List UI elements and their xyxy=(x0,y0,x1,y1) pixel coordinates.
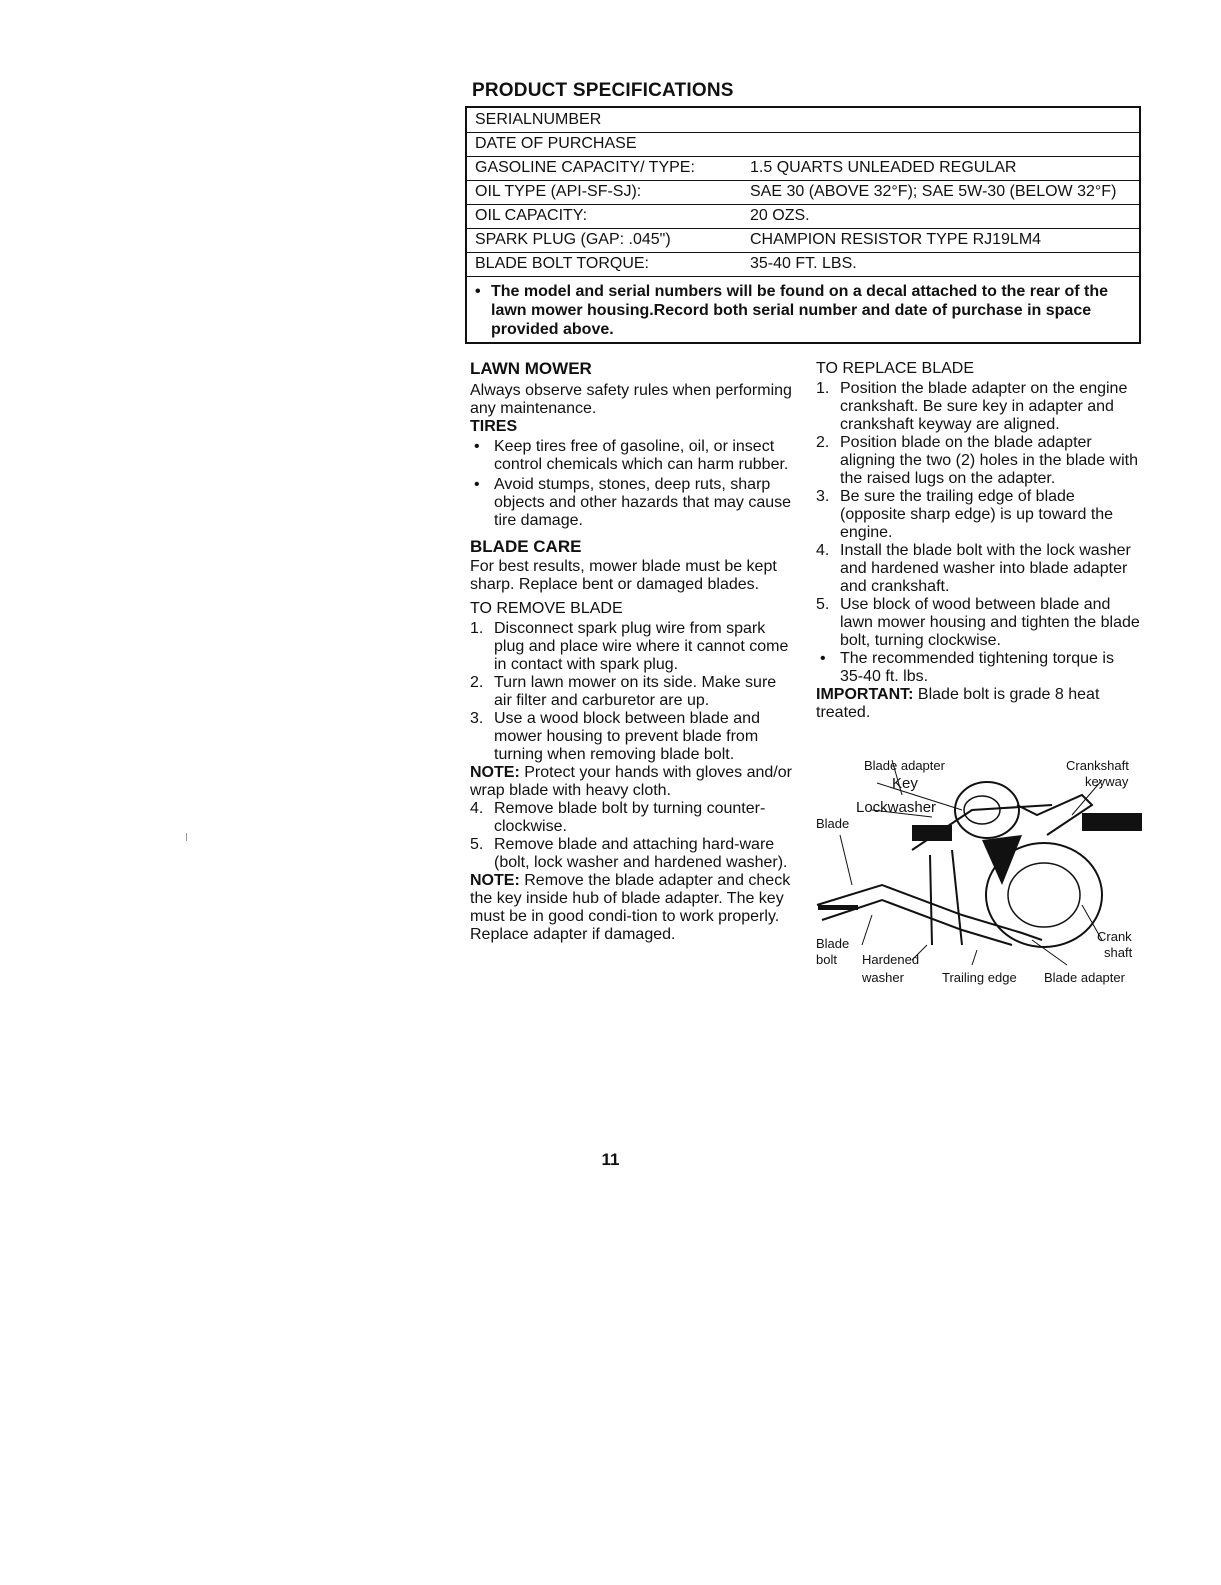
right-column xyxy=(816,360,1141,722)
step-text: Disconnect spark plug wire from spark plug and place wire where it cannot come in contact with spark plug. xyxy=(494,620,789,673)
important-text: Blade bolt is grade 8 heat treated. xyxy=(816,686,1100,721)
note-label: NOTE: xyxy=(470,872,520,889)
list-item xyxy=(816,542,1141,596)
step-number: 3. xyxy=(470,710,484,727)
scan-speck xyxy=(186,833,187,841)
bullet-icon: • xyxy=(474,476,480,493)
step-text: Be sure the trailing edge of blade (opposite sharp edge) is up toward the engine. xyxy=(840,488,1114,541)
spec-label: BLADE BOLT TORQUE: xyxy=(475,255,649,272)
spec-row-oil-capacity xyxy=(467,204,1139,229)
note-paragraph xyxy=(470,764,798,800)
note-text: Remove the blade adapter and check the key inside hub of blade adapter. The key must be in good condi-tion to work properly. Replace adapter if damaged. xyxy=(470,872,791,943)
tires-item-text: Keep tires free of gasoline, oil, or insect control chemicals which can harm rubber. xyxy=(494,438,789,473)
spec-label: DATE OF PURCHASE xyxy=(475,135,637,152)
page-number: 11 xyxy=(601,1150,620,1169)
spec-value: CHAMPION RESISTOR TYPE RJ19LM4 xyxy=(750,231,1042,248)
spec-row-oil-type xyxy=(467,180,1139,205)
spec-row-spark-plug xyxy=(467,228,1139,253)
spec-note xyxy=(475,282,1125,339)
lawn-mower-heading: LAWN MOWER xyxy=(470,359,592,378)
list-item xyxy=(470,476,798,530)
spec-table xyxy=(465,106,1141,344)
spec-value: 20 OZS. xyxy=(750,207,810,224)
step-text: Use a wood block between blade and mower housing to prevent blade from turning when removing blade bolt. xyxy=(494,710,760,763)
step-number: 5. xyxy=(470,836,484,853)
step-number: 4. xyxy=(470,800,484,817)
blade-care-text: For best results, mower blade must be kept sharp. Replace bent or damaged blades. xyxy=(470,558,777,593)
diagram-label: Blade xyxy=(816,816,850,831)
note-text: Protect your hands with gloves and/or wrap blade with heavy cloth. xyxy=(470,764,792,799)
spec-row-serial xyxy=(467,108,1139,133)
important-paragraph xyxy=(816,686,1141,722)
diagram-label: Lockwasher xyxy=(856,799,937,816)
step-number: 2. xyxy=(816,434,830,451)
step-text: Position the blade adapter on the engine crankshaft. Be sure key in adapter and crankshaft keyway are aligned. xyxy=(840,380,1128,433)
list-item xyxy=(816,596,1141,650)
step-number: 4. xyxy=(816,542,830,559)
list-item xyxy=(816,488,1141,542)
important-label: IMPORTANT: xyxy=(816,686,914,703)
bullet-icon: • xyxy=(475,283,481,300)
spec-label: SERIALNUMBER xyxy=(475,111,602,128)
diagram-label: Crank xyxy=(1097,929,1132,944)
spec-value: SAE 30 (ABOVE 32°F); SAE 5W-30 (BELOW 32°F) xyxy=(750,183,1117,200)
spec-label: OIL CAPACITY: xyxy=(475,207,588,224)
replace-blade-heading: TO REPLACE BLADE xyxy=(816,360,974,377)
diagram-label: shaft xyxy=(1104,945,1133,960)
page-title: PRODUCT SPECIFICATIONS xyxy=(472,80,734,101)
diagram-label: bolt xyxy=(816,952,837,967)
diagram-label: Crankshaft xyxy=(1066,758,1129,773)
diagram-label: Key xyxy=(892,775,918,792)
spec-row-blade-torque xyxy=(467,252,1139,277)
list-item xyxy=(470,438,798,474)
spec-note-text: The model and serial numbers will be found on a decal attached to the rear of the lawn mower housing.Record both serial number and date of purchase in space provided above. xyxy=(491,283,1108,338)
remove-blade-heading: TO REMOVE BLADE xyxy=(470,600,623,617)
left-column xyxy=(470,360,798,944)
spec-row-gasoline xyxy=(467,156,1139,181)
diagram-label: Hardened xyxy=(862,952,920,967)
spec-row-date xyxy=(467,132,1139,157)
step-text: Turn lawn mower on its side. Make sure air filter and carburetor are up. xyxy=(494,674,777,709)
blade-care-heading: BLADE CARE xyxy=(470,537,582,556)
diagram-label: Trailing edge xyxy=(942,970,1017,985)
intro-text: Always observe safety rules when performing any maintenance. xyxy=(470,382,792,417)
list-item xyxy=(816,434,1141,488)
spec-label: GASOLINE CAPACITY/ TYPE: xyxy=(475,159,695,176)
list-item xyxy=(470,620,798,674)
step-number: 3. xyxy=(816,488,830,505)
spec-label: SPARK PLUG (GAP: .045") xyxy=(475,231,671,248)
list-item xyxy=(816,380,1141,434)
diagram-label: washer xyxy=(862,970,904,985)
note-label: NOTE: xyxy=(470,764,520,781)
spec-value: 1.5 QUARTS UNLEADED REGULAR xyxy=(750,159,1017,176)
step-text: Position blade on the blade adapter aligning the two (2) holes in the blade with the raised lugs on the adapter. xyxy=(840,434,1138,487)
note-paragraph xyxy=(470,872,798,944)
list-item xyxy=(470,836,798,872)
tires-heading: TIRES xyxy=(470,418,518,435)
step-number: 1. xyxy=(816,380,830,397)
spec-label: OIL TYPE (API-SF-SJ): xyxy=(475,183,642,200)
step-text: Use block of wood between blade and lawn mower housing and tighten the blade bolt, turning clockwise. xyxy=(840,596,1140,649)
step-text: Remove blade and attaching hard-ware (bolt, lock washer and hardened washer). xyxy=(494,836,788,871)
step-number: 2. xyxy=(470,674,484,691)
list-item xyxy=(470,800,798,836)
diagram-label: Blade adapter xyxy=(864,758,945,773)
list-item xyxy=(470,674,798,710)
step-number: 5. xyxy=(816,596,830,613)
blade-assembly-diagram xyxy=(812,755,1146,995)
list-item xyxy=(470,710,798,764)
step-text: Install the blade bolt with the lock washer and hardened washer into blade adapter and crankshaft. xyxy=(840,542,1131,595)
diagram-label: keyway xyxy=(1085,774,1129,789)
diagram-label: Blade adapter xyxy=(1044,970,1125,985)
list-item xyxy=(816,650,1141,686)
torque-note: The recommended tightening torque is 35-40 ft. lbs. xyxy=(840,650,1114,685)
tires-item-text: Avoid stumps, stones, deep ruts, sharp objects and other hazards that may cause tire damage. xyxy=(494,476,792,529)
bullet-icon: • xyxy=(474,438,480,455)
step-text: Remove blade bolt by turning counter-clockwise. xyxy=(494,800,766,835)
diagram-label: Blade xyxy=(816,936,850,951)
step-number: 1. xyxy=(470,620,484,637)
bullet-icon: • xyxy=(820,650,826,667)
spec-value: 35-40 FT. LBS. xyxy=(750,255,857,272)
